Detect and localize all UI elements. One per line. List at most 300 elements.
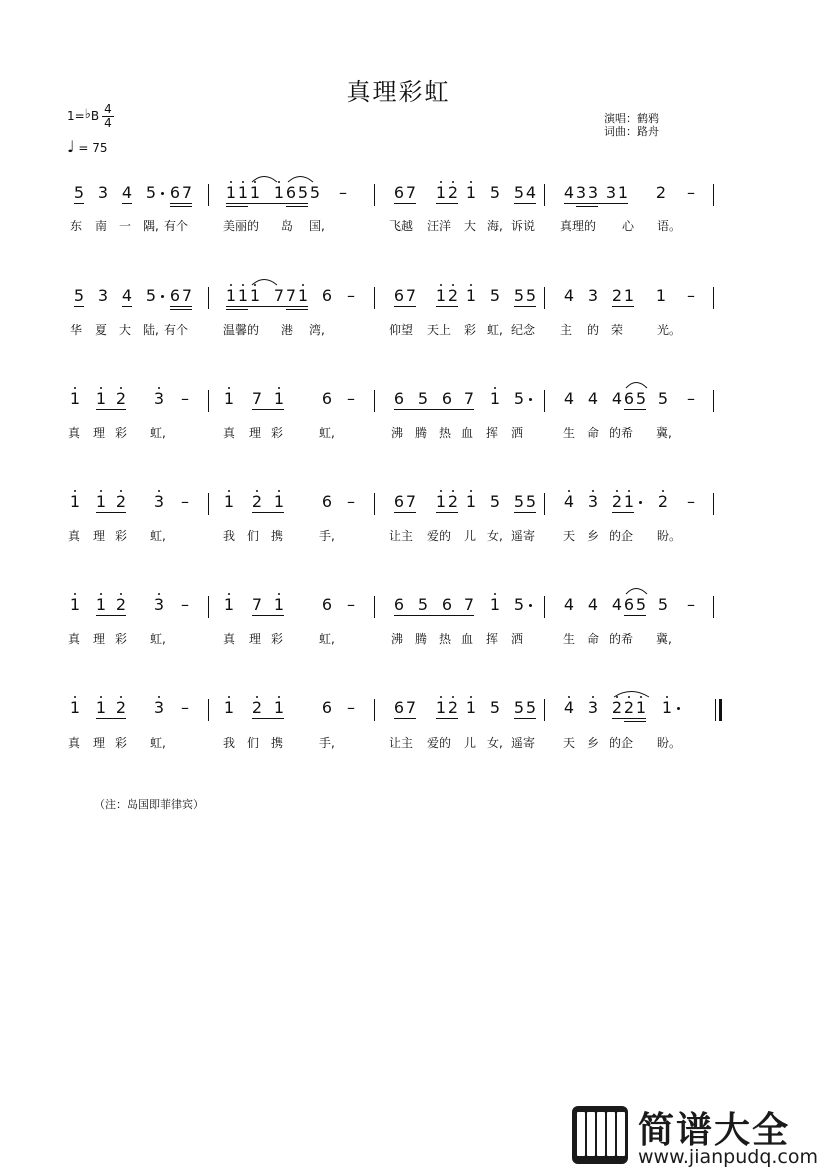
high-octave-dot — [74, 387, 76, 389]
staff-line — [66, 595, 726, 635]
note: 6 — [393, 286, 405, 305]
high-octave-dot — [158, 593, 160, 595]
note: 2 — [115, 492, 127, 511]
high-octave-dot — [628, 490, 630, 492]
note: 4 — [587, 389, 599, 408]
note: 3 — [587, 286, 599, 305]
note: 1 — [69, 595, 81, 614]
high-octave-dot — [440, 284, 442, 286]
note: 2 — [611, 286, 623, 305]
lyric-syllable: 冀, — [656, 426, 672, 440]
slur — [613, 688, 651, 698]
lyric-syllable: 仰望 — [389, 323, 414, 337]
augmentation-dot — [161, 192, 164, 195]
note: 6 — [321, 698, 333, 717]
note: 5 — [657, 389, 669, 408]
note: 1 — [465, 698, 477, 717]
lyric-syllable: 挥 — [486, 632, 499, 646]
note: 1 — [273, 595, 285, 614]
lyric-syllable: 彩 — [115, 632, 128, 646]
note: 4 — [563, 492, 575, 511]
barline — [374, 699, 375, 721]
barline — [374, 596, 375, 618]
lyric-syllable: 乡 — [587, 529, 600, 543]
note: 2 — [447, 183, 459, 202]
dash-extension: – — [347, 286, 355, 305]
note: 3 — [97, 286, 109, 305]
lyric-syllable: 热 — [439, 632, 452, 646]
lyric-syllable: 温馨的 — [223, 323, 260, 337]
duration-underline — [226, 309, 248, 310]
high-octave-dot — [278, 696, 280, 698]
note: 1 — [465, 286, 477, 305]
note: 2 — [447, 698, 459, 717]
note: 6 — [285, 183, 297, 202]
note: 5 — [525, 698, 537, 717]
lyric-syllable: 虹, — [150, 736, 166, 750]
lyric-syllable: 真 — [68, 426, 81, 440]
high-octave-dot — [158, 490, 160, 492]
high-octave-dot — [470, 490, 472, 492]
lyric-syllable: 虹, — [319, 426, 335, 440]
lyric-syllable: 乡 — [587, 736, 600, 750]
lyric-syllable: 盼。 — [657, 736, 682, 750]
note: 1 — [69, 389, 81, 408]
lyric-syllable: 我 — [223, 736, 236, 750]
note: 1 — [297, 286, 309, 305]
lyric-syllable: 理 — [93, 529, 106, 543]
note: 5 — [489, 183, 501, 202]
high-octave-dot — [158, 696, 160, 698]
lyric-syllable: 腾 — [415, 632, 428, 646]
note: 1 — [225, 183, 237, 202]
barline — [208, 699, 209, 721]
lyric-syllable: 虹, — [150, 529, 166, 543]
note: 4 — [611, 595, 623, 614]
duration-underline — [394, 512, 416, 513]
note: 6 — [441, 595, 453, 614]
duration-underline — [514, 718, 536, 719]
duration-underline — [226, 206, 248, 207]
high-octave-dot — [242, 284, 244, 286]
note: 7 — [273, 286, 285, 305]
dash-extension: – — [687, 492, 695, 511]
high-octave-dot — [568, 490, 570, 492]
note: 2 — [611, 698, 623, 717]
note: 4 — [563, 698, 575, 717]
note: 1 — [435, 698, 447, 717]
lyric-syllable: 夏 — [95, 323, 108, 337]
note: 7 — [463, 595, 475, 614]
tempo-value: = 75 — [78, 141, 108, 155]
duration-underline — [624, 409, 646, 410]
duration-underline — [576, 206, 598, 207]
note: 1 — [465, 492, 477, 511]
note: 4 — [563, 286, 575, 305]
note: 1 — [661, 698, 673, 717]
note: 1 — [635, 698, 647, 717]
high-octave-dot — [440, 696, 442, 698]
note: 6 — [623, 595, 635, 614]
note: 5 — [489, 698, 501, 717]
lyric-syllable: 携 — [271, 736, 284, 750]
note: 7 — [285, 286, 297, 305]
note: 1 — [435, 492, 447, 511]
high-octave-dot — [278, 593, 280, 595]
lyric-syllable: 陆, — [143, 323, 159, 337]
lyric-syllable: 冀, — [656, 632, 672, 646]
duration-underline — [286, 206, 308, 207]
note: 5 — [635, 389, 647, 408]
tempo-marking — [67, 137, 108, 156]
lyric-syllable: 腾 — [415, 426, 428, 440]
note: 2 — [447, 492, 459, 511]
writer-credit: 词曲：路舟 — [604, 125, 659, 138]
note: 5 — [145, 183, 157, 202]
lyric-syllable: 爱的 — [427, 736, 452, 750]
duration-underline — [394, 306, 416, 307]
note: 1 — [623, 286, 635, 305]
lyric-syllable: 汪洋 — [427, 219, 452, 233]
lyric-syllable: 真 — [68, 736, 81, 750]
high-octave-dot — [230, 181, 232, 183]
lyric-syllable: 的企 — [609, 736, 634, 750]
note: 3 — [153, 389, 165, 408]
lyric-syllable: 携 — [271, 529, 284, 543]
site-logo[interactable] — [572, 1100, 818, 1170]
lyric-syllable: 港 — [281, 323, 294, 337]
lyric-syllable: 手, — [319, 529, 335, 543]
lyric-syllable: 有个 — [164, 323, 189, 337]
lyric-syllable: 理 — [249, 426, 262, 440]
duration-underline — [612, 512, 634, 513]
note: 5 — [513, 595, 525, 614]
note: 4 — [563, 183, 575, 202]
lyric-syllable: 隅, — [143, 219, 159, 233]
note: 2 — [115, 389, 127, 408]
barline — [544, 493, 545, 515]
duration-underline — [96, 615, 126, 616]
lyric-syllable: 沸 — [391, 632, 404, 646]
duration-underline — [436, 718, 458, 719]
note: 7 — [251, 389, 263, 408]
lyric-syllable: 理 — [93, 736, 106, 750]
staff-line — [66, 492, 726, 532]
lyric-syllable: 诉说 — [511, 219, 536, 233]
dash-extension: – — [347, 595, 355, 614]
duration-underline — [252, 718, 284, 719]
duration-underline — [394, 615, 474, 616]
lyric-syllable: 盼。 — [657, 529, 682, 543]
lyric-syllable: 挥 — [486, 426, 499, 440]
note: 6 — [393, 389, 405, 408]
note: 1 — [617, 183, 629, 202]
duration-underline — [170, 206, 192, 207]
footnote: （注：岛国即菲律宾） — [94, 798, 204, 811]
note: 3 — [587, 698, 599, 717]
duration-underline — [170, 309, 192, 310]
note: 1 — [489, 389, 501, 408]
duration-underline — [74, 203, 84, 204]
lyrics-line — [66, 424, 726, 442]
high-octave-dot — [470, 284, 472, 286]
high-octave-dot — [278, 490, 280, 492]
lyric-syllable: 东 — [70, 219, 83, 233]
lyric-syllable: 彩 — [271, 426, 284, 440]
duration-underline — [96, 512, 126, 513]
high-octave-dot — [100, 490, 102, 492]
high-octave-dot — [302, 284, 304, 286]
lyric-syllable: 彩 — [115, 736, 128, 750]
lyric-syllable: 语。 — [657, 219, 682, 233]
lyric-syllable: 彩 — [115, 529, 128, 543]
duration-underline — [252, 409, 284, 410]
dash-extension: – — [687, 286, 695, 305]
barline — [713, 596, 714, 618]
dash-extension: – — [181, 389, 189, 408]
dash-extension: – — [181, 698, 189, 717]
note: 2 — [655, 183, 667, 202]
lyrics-line — [66, 734, 726, 752]
note: 3 — [575, 183, 587, 202]
singer-credit: 演唱：鹤鸦 — [604, 112, 659, 125]
duration-underline — [624, 721, 646, 722]
note: 2 — [251, 698, 263, 717]
high-octave-dot — [278, 387, 280, 389]
barline — [713, 287, 714, 309]
note: 1 — [223, 389, 235, 408]
high-octave-dot — [568, 696, 570, 698]
high-octave-dot — [470, 181, 472, 183]
high-octave-dot — [256, 696, 258, 698]
duration-underline — [170, 306, 192, 307]
duration-underline — [514, 203, 536, 204]
barline — [544, 184, 545, 206]
note: 7 — [251, 595, 263, 614]
lyric-syllable: 海, — [487, 219, 503, 233]
note: 4 — [121, 286, 133, 305]
lyric-syllable: 纪念 — [511, 323, 536, 337]
note: 5 — [417, 389, 429, 408]
high-octave-dot — [452, 284, 454, 286]
note: 5 — [489, 286, 501, 305]
note: 1 — [237, 183, 249, 202]
barline — [208, 390, 209, 412]
barline — [544, 596, 545, 618]
note: 3 — [605, 183, 617, 202]
note: 6 — [169, 286, 181, 305]
slur — [251, 173, 279, 183]
duration-underline — [514, 306, 536, 307]
high-octave-dot — [120, 696, 122, 698]
note: 3 — [153, 698, 165, 717]
note: 7 — [181, 286, 193, 305]
lyric-syllable: 们 — [247, 736, 260, 750]
lyric-syllable: 洒 — [511, 632, 524, 646]
note: 1 — [655, 286, 667, 305]
duration-underline — [96, 718, 126, 719]
lyric-syllable: 岛 — [281, 219, 294, 233]
lyric-syllable: 真理的 — [560, 219, 597, 233]
lyric-syllable: 真 — [223, 426, 236, 440]
note: 1 — [273, 492, 285, 511]
high-octave-dot — [74, 593, 76, 595]
duration-underline — [170, 203, 192, 204]
high-octave-dot — [494, 593, 496, 595]
note: 1 — [249, 286, 261, 305]
note: 4 — [563, 389, 575, 408]
high-octave-dot — [228, 490, 230, 492]
note: 5 — [513, 389, 525, 408]
lyric-syllable: 理 — [93, 632, 106, 646]
augmentation-dot — [161, 295, 164, 298]
note: 7 — [405, 492, 417, 511]
duration-underline — [252, 512, 284, 513]
lyric-syllable: 遥寄 — [511, 529, 536, 543]
note: 5 — [489, 492, 501, 511]
lyrics-line — [66, 527, 726, 545]
barline — [544, 390, 545, 412]
lyrics-line — [66, 630, 726, 648]
lyric-syllable: 血 — [461, 632, 474, 646]
slur — [625, 379, 649, 389]
high-octave-dot — [74, 490, 76, 492]
lyric-syllable: 大 — [119, 323, 132, 337]
lyric-syllable: 南 — [95, 219, 108, 233]
high-octave-dot — [228, 696, 230, 698]
note: 4 — [563, 595, 575, 614]
note: 6 — [321, 286, 333, 305]
lyric-syllable: 洒 — [511, 426, 524, 440]
lyric-syllable: 大 — [464, 219, 477, 233]
high-octave-dot — [100, 696, 102, 698]
note: 5 — [73, 286, 85, 305]
lyric-syllable: 天 — [563, 736, 576, 750]
lyric-syllable: 华 — [70, 323, 83, 337]
augmentation-dot — [677, 707, 680, 710]
high-octave-dot — [440, 181, 442, 183]
lyric-syllable: 真 — [223, 632, 236, 646]
note: 2 — [115, 595, 127, 614]
duration-underline — [252, 615, 284, 616]
duration-underline — [436, 306, 458, 307]
duration-underline — [436, 512, 458, 513]
note: 6 — [393, 595, 405, 614]
slur — [625, 585, 649, 595]
lyric-syllable: 美丽的 — [223, 219, 260, 233]
lyric-syllable: 的 — [587, 323, 600, 337]
note: 2 — [251, 492, 263, 511]
lyric-syllable: 遥寄 — [511, 736, 536, 750]
lyric-syllable: 荣 — [611, 323, 624, 337]
lyric-syllable: 儿 — [464, 736, 477, 750]
staff-line — [66, 286, 726, 326]
lyric-syllable: 虹, — [487, 323, 503, 337]
note: 1 — [273, 698, 285, 717]
duration-underline — [612, 306, 634, 307]
lyric-syllable: 一 — [119, 219, 132, 233]
dash-extension: – — [687, 389, 695, 408]
time-signature-bottom: 4 — [104, 116, 112, 130]
note: 6 — [441, 389, 453, 408]
note: 6 — [321, 389, 333, 408]
lyric-syllable: 沸 — [391, 426, 404, 440]
lyric-syllable: 命 — [587, 426, 600, 440]
note: 4 — [587, 595, 599, 614]
note: 6 — [321, 595, 333, 614]
duration-underline — [122, 203, 132, 204]
logo-url: www.jianpudq.com — [638, 1146, 818, 1168]
note: 1 — [489, 595, 501, 614]
high-octave-dot — [74, 696, 76, 698]
high-octave-dot — [228, 593, 230, 595]
duration-underline — [122, 306, 132, 307]
song-title: 真理彩虹 — [346, 78, 451, 106]
high-octave-dot — [228, 387, 230, 389]
lyric-syllable: 爱的 — [427, 529, 452, 543]
note: 6 — [321, 492, 333, 511]
note: 2 — [115, 698, 127, 717]
note: 1 — [95, 698, 107, 717]
high-octave-dot — [242, 181, 244, 183]
high-octave-dot — [592, 696, 594, 698]
note: 1 — [69, 698, 81, 717]
note: 5 — [513, 698, 525, 717]
duration-underline — [394, 203, 416, 204]
barline — [208, 184, 209, 206]
quarter-note-icon: ♩ — [67, 137, 75, 156]
dash-extension: – — [181, 492, 189, 511]
duration-underline — [226, 203, 308, 204]
augmentation-dot — [529, 604, 532, 607]
note: 6 — [393, 183, 405, 202]
note: 1 — [223, 595, 235, 614]
lyrics-line — [66, 321, 726, 339]
high-octave-dot — [120, 593, 122, 595]
note: 3 — [153, 595, 165, 614]
duration-underline — [226, 306, 308, 307]
lyric-syllable: 血 — [461, 426, 474, 440]
note: 2 — [657, 492, 669, 511]
lyric-syllable: 彩 — [271, 632, 284, 646]
barline — [544, 699, 545, 721]
lyric-syllable: 真 — [68, 529, 81, 543]
note: 6 — [169, 183, 181, 202]
barline — [208, 596, 209, 618]
final-barline-thick — [719, 699, 722, 721]
lyric-syllable: 让主 — [389, 529, 414, 543]
lyric-syllable: 彩 — [464, 323, 477, 337]
slur — [287, 173, 315, 183]
note: 3 — [587, 492, 599, 511]
lyric-syllable: 让主 — [389, 736, 414, 750]
duration-underline — [96, 409, 126, 410]
high-octave-dot — [494, 387, 496, 389]
lyric-syllable: 生 — [563, 426, 576, 440]
high-octave-dot — [120, 387, 122, 389]
high-octave-dot — [230, 284, 232, 286]
lyric-syllable: 的希 — [609, 632, 634, 646]
note: 1 — [223, 698, 235, 717]
barline — [713, 390, 714, 412]
lyric-syllable: 的企 — [609, 529, 634, 543]
dash-extension: – — [339, 183, 347, 202]
note: 6 — [623, 389, 635, 408]
note: 5 — [513, 492, 525, 511]
barline — [544, 287, 545, 309]
lyric-syllable: 主 — [560, 323, 573, 337]
note: 7 — [181, 183, 193, 202]
